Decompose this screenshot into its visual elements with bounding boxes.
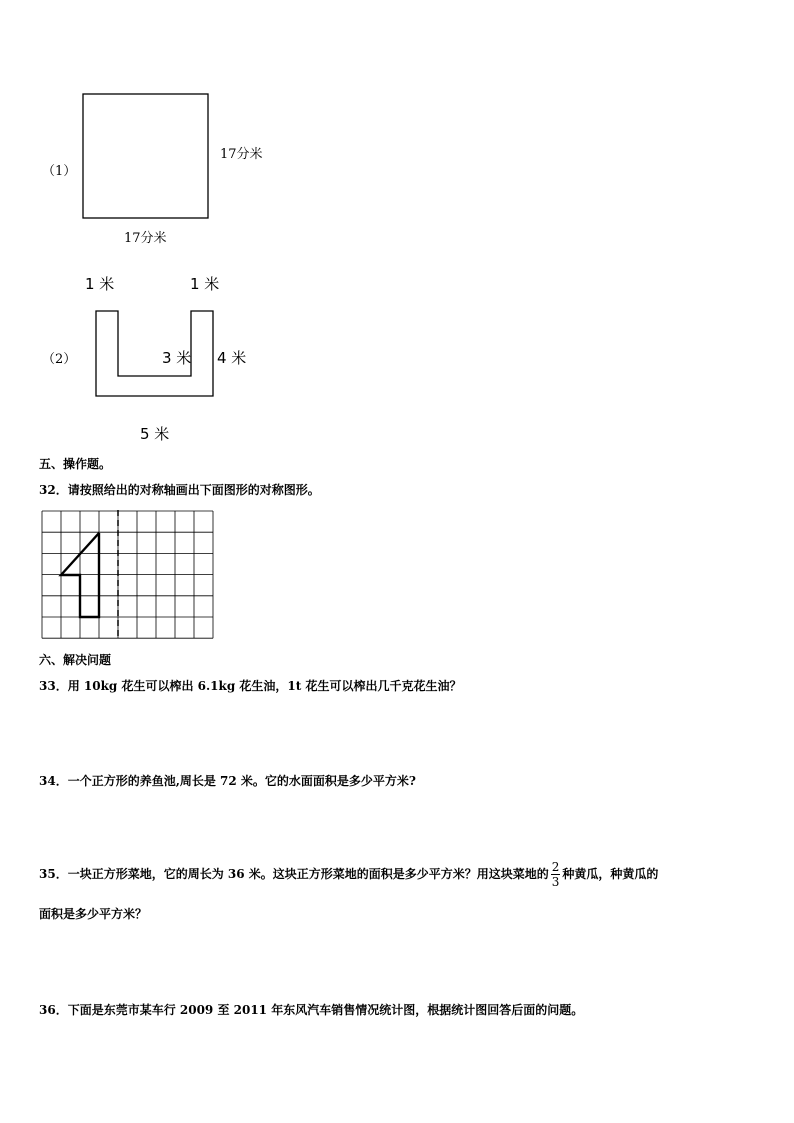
q35-line1	[39, 860, 658, 889]
figure2-outer-height-dim: 4 米	[217, 349, 247, 367]
figure2-label: （2）	[42, 352, 77, 367]
figure1-label: （1）	[42, 164, 77, 179]
figure2-top-right-dim: 1 米	[190, 275, 220, 293]
q34-text: 34．一个正方形的养鱼池,周长是 72 米。它的水面面积是多少平方米?	[39, 774, 416, 788]
section5-title: 五、操作题。	[39, 457, 112, 471]
q35-frac-num: 2	[551, 860, 560, 874]
q35-part2: 种黄瓜，种黄瓜的	[562, 867, 659, 881]
q35-frac-den: 3	[551, 875, 560, 889]
section6-title: 六、解决问题	[39, 653, 112, 667]
figure2-inner-height-dim: 3 米	[162, 349, 192, 367]
q35-part1: 35．一块正方形菜地，它的周长为 36 米。这块正方形菜地的面积是多少平方米？用这块菜地的	[39, 867, 549, 881]
figure1-bottom-dim: 17分米	[124, 231, 167, 246]
q33-text: 33．用 10kg 花生可以榨出 6.1kg 花生油，1t 花生可以榨出几千克花生油？	[39, 679, 462, 693]
figure2-bottom-dim: 5 米	[140, 425, 170, 443]
q35-line2: 面积是多少平方米？	[39, 907, 148, 921]
q36-text: 36．下面是东莞市某车行 2009 至 2011 年东风汽车销售情况统计图，根据统计图回答后面的问题。	[39, 1003, 584, 1017]
figure2-top-left-dim: 1 米	[85, 275, 115, 293]
q35-fraction	[551, 860, 561, 889]
figure1-right-dim: 17分米	[220, 147, 263, 162]
q32-text: 32．请按照给出的对称轴画出下面图形的对称图形。	[39, 483, 320, 497]
